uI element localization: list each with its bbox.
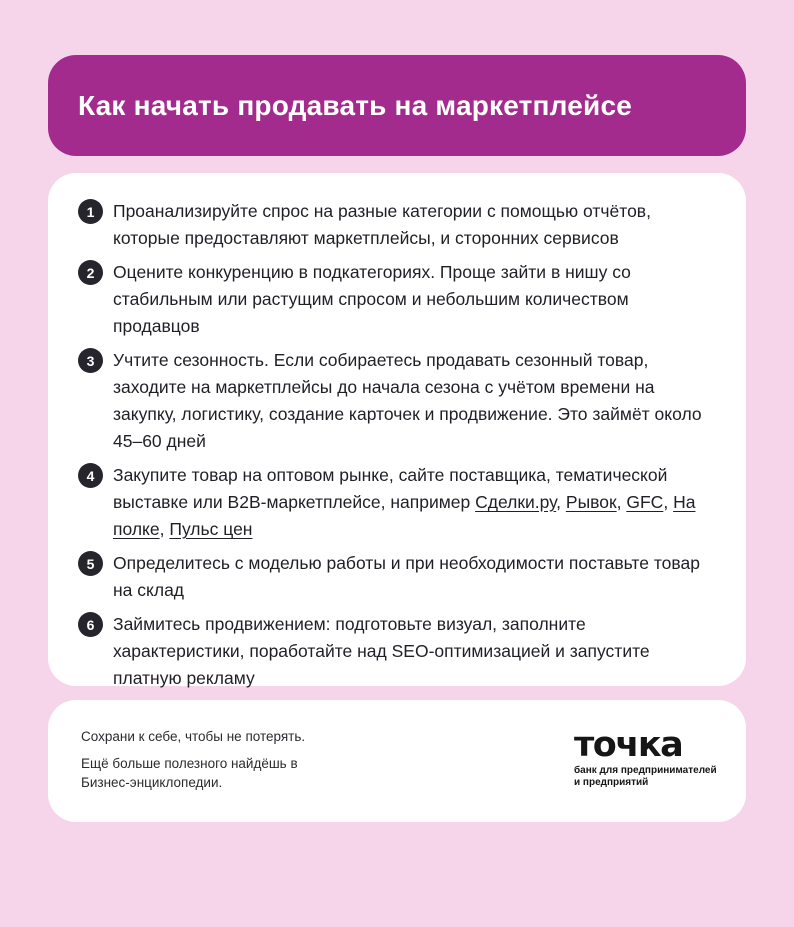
steps-list xyxy=(78,198,705,692)
list-item xyxy=(78,462,705,543)
step-number-badge: 6 xyxy=(78,612,103,637)
logo-tagline: банк для предпринимателей и предприятий xyxy=(574,765,717,788)
content-card xyxy=(48,173,746,686)
tochka-logo-text: точка xyxy=(574,725,683,765)
step-text: Проанализируйте спрос на разные категории с помощью отчётов, которые предоставляют маркетплейсы, и сторонних сервисов xyxy=(113,201,651,248)
header-banner xyxy=(48,55,746,156)
list-item xyxy=(78,259,705,340)
more-info-note: Ещё больше полезного найдёшь в Бизнес-энциклопедии. xyxy=(81,756,298,790)
page-title: Как начать продавать на маркетплейсе xyxy=(78,89,633,121)
footer-note xyxy=(81,727,313,822)
step-text: Займитесь продвижением: подготовьте визуал, заполните характеристики, поработайте над SEO-оптимизацией и запустите платную рекламу xyxy=(113,614,650,688)
tochka-logo xyxy=(574,727,724,822)
list-item xyxy=(78,550,705,604)
inline-link[interactable]: Пульс цен xyxy=(169,519,253,539)
step-number-badge: 3 xyxy=(78,348,103,373)
step-number-badge: 2 xyxy=(78,260,103,285)
step-text: Закупите товар на оптовом рынке, сайте поставщика, тематической выставке или B2B-маркетплейсе, например Сделки.ру, Рывок, GFC, На полке, Пульс цен xyxy=(113,465,696,539)
inline-link[interactable]: Рывок xyxy=(565,492,617,512)
step-text: Учтите сезонность. Если собираетесь продавать сезонный товар, заходите на маркетплейсы до начала сезона с учётом времени на закупку, логистику, создание карточек и продвижение. Это займёт около 45–60 дней xyxy=(113,350,702,451)
page-background xyxy=(0,55,794,927)
inline-link[interactable]: Сделки.ру xyxy=(475,492,557,512)
inline-link[interactable]: GFC xyxy=(626,492,664,512)
footer-card xyxy=(48,700,746,822)
step-text: Определитесь с моделью работы и при необходимости поставьте товар на склад xyxy=(113,553,700,600)
save-note: Сохрани к себе, чтобы не потерять. xyxy=(81,729,306,744)
inline-link[interactable]: На полке xyxy=(113,492,696,539)
list-item xyxy=(78,347,705,455)
list-item xyxy=(78,611,705,692)
step-number-badge: 1 xyxy=(78,199,103,224)
list-item xyxy=(78,198,705,252)
step-text: Оцените конкуренцию в подкатегориях. Проще зайти в нишу со стабильным или растущим спросом и небольшим количеством продавцов xyxy=(113,262,631,336)
step-number-badge: 4 xyxy=(78,463,103,488)
step-number-badge: 5 xyxy=(78,551,103,576)
